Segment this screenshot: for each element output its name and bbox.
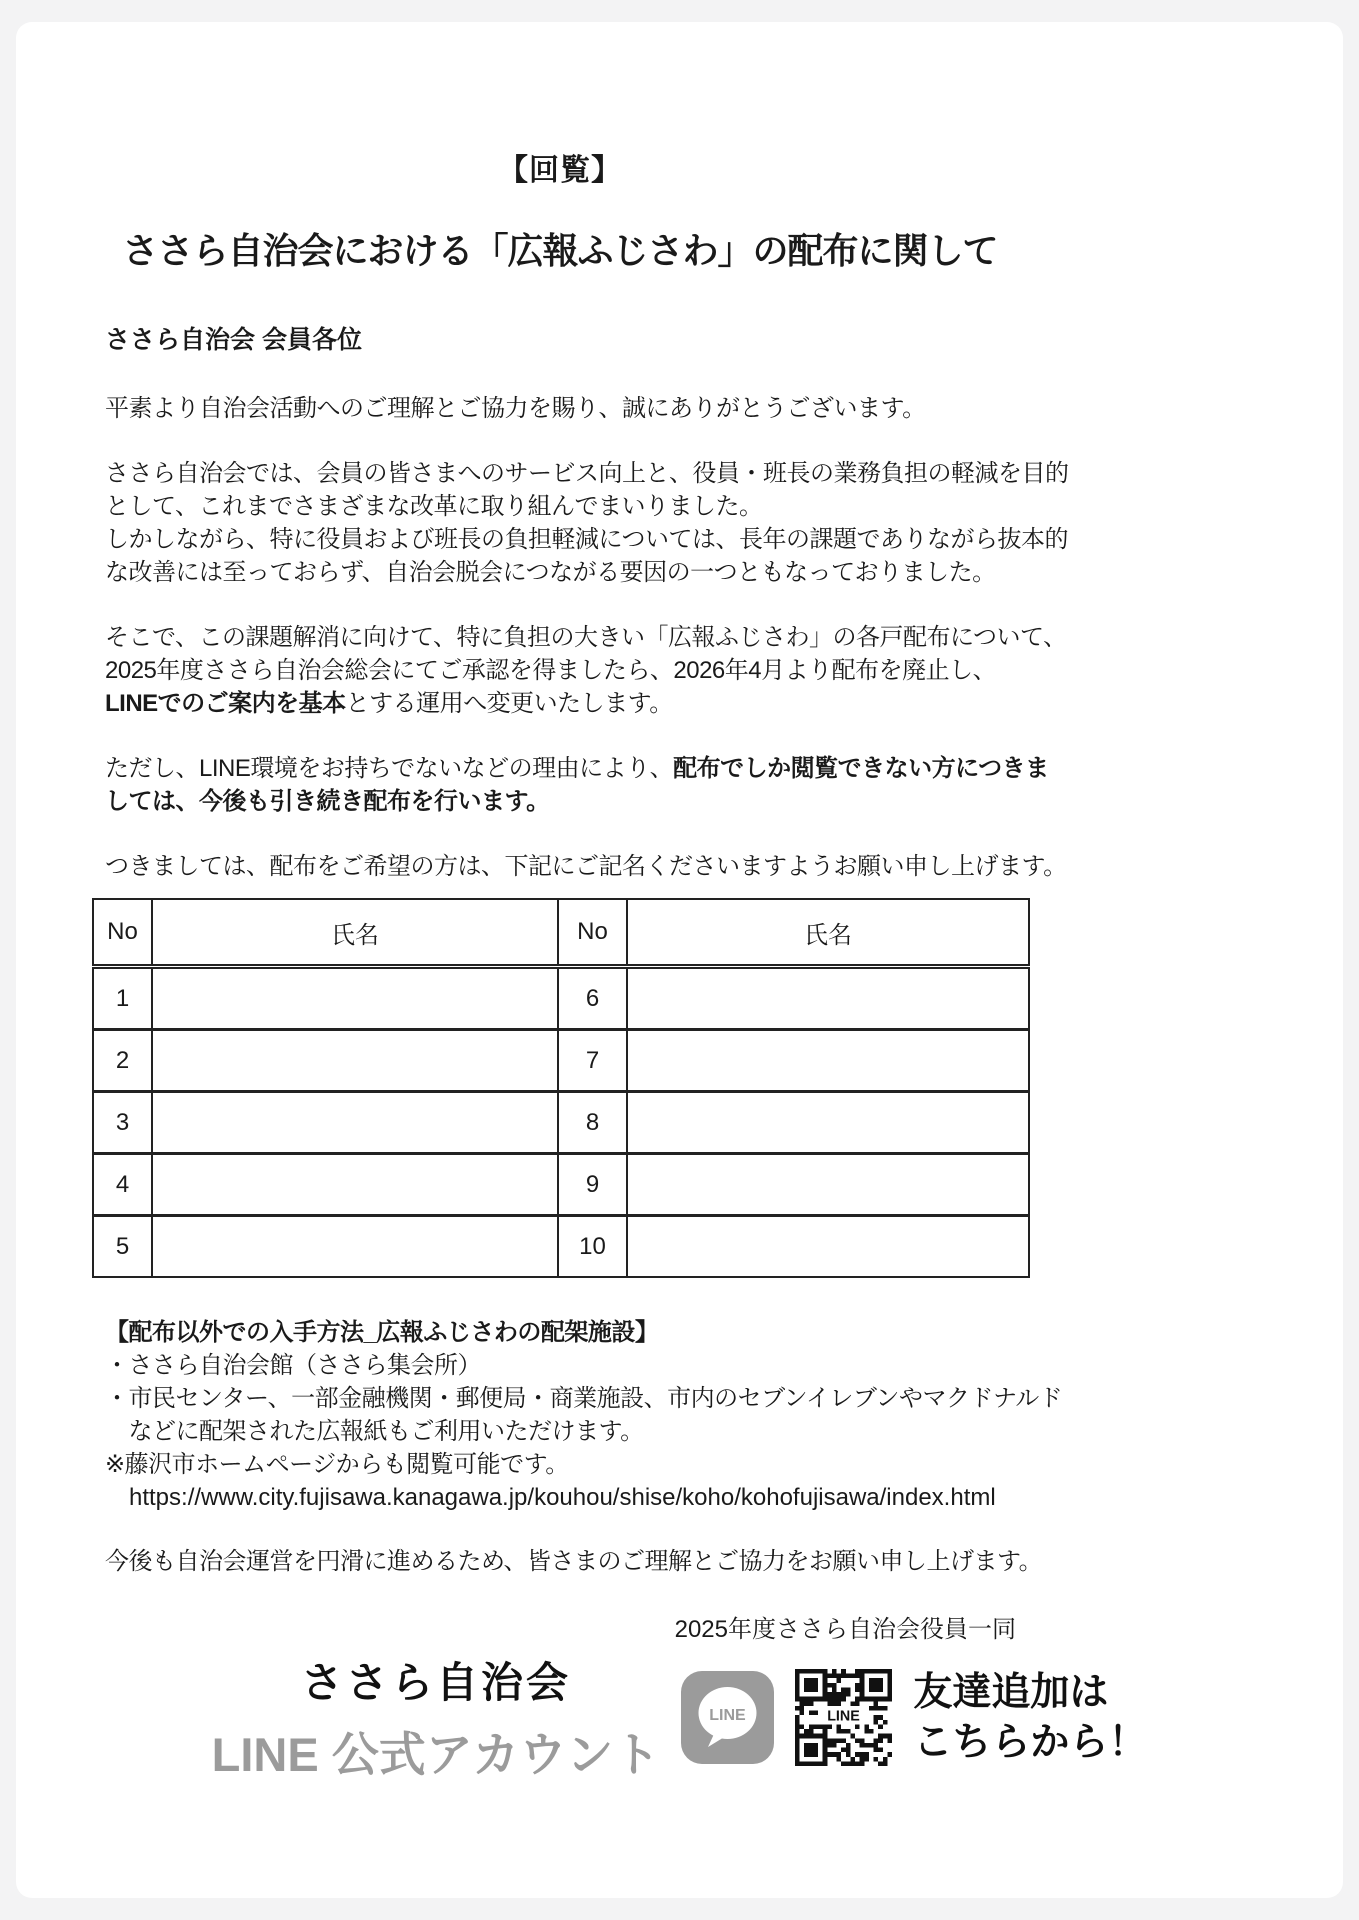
line-account-banner	[16, 1650, 1343, 1785]
line-official-account-label: LINE 公式アカウント	[211, 1728, 661, 1781]
row-number-cell: 1	[93, 967, 152, 1030]
table-header-cell: 氏名	[627, 899, 1029, 967]
line-account-logo-text	[212, 1650, 661, 1785]
pickup-info-item: ・ささら自治会館（ささら集会所）	[105, 1352, 481, 1379]
circular-tag: 【回覧】	[498, 154, 622, 187]
friend-add-cta	[913, 1668, 1147, 1768]
line-app-icon	[681, 1671, 774, 1764]
row-number-cell: 5	[93, 1216, 152, 1278]
name-entry-cell[interactable]	[627, 1030, 1029, 1092]
document-page	[16, 22, 1343, 1898]
name-entry-cell[interactable]	[152, 1216, 558, 1278]
association-name: ささら自治会	[300, 1659, 571, 1706]
row-number-cell: 6	[558, 967, 627, 1030]
page-title: ささら自治会における「広報ふじさわ」の配布に関して	[122, 230, 998, 271]
row-number-cell: 7	[558, 1030, 627, 1092]
signup-table	[92, 898, 1030, 1278]
name-entry-cell[interactable]	[152, 967, 558, 1030]
pickup-info-items	[105, 1349, 1063, 1481]
row-number-cell: 4	[93, 1154, 152, 1216]
signature: 2025年度ささら自治会役員一同	[674, 1616, 1016, 1643]
table-header-row	[93, 899, 1029, 967]
table-header-cell: No	[558, 899, 627, 967]
pickup-info-item: ※藤沢市ホームページからも閲覧可能です。	[105, 1451, 569, 1478]
name-entry-cell[interactable]	[627, 1092, 1029, 1154]
row-number-cell: 3	[93, 1092, 152, 1154]
body-paragraph: 平素より自治会活動へのご理解とご協力を賜り、誠にありがとうございます。	[105, 395, 926, 422]
body-paragraph: ただし、LINE環境をお持ちでないなどの理由により、配布でしか閲覧できない方につきま しては、今後も引き続き配布を行います。	[105, 755, 1049, 815]
closing-remark: 今後も自治会運営を円滑に進めるため、皆さまのご理解とご協力をお願い申し上げます。	[105, 1548, 1043, 1575]
name-entry-cell[interactable]	[152, 1092, 558, 1154]
row-number-cell: 8	[558, 1092, 627, 1154]
pickup-info-section	[105, 1316, 1063, 1514]
table-header-cell: 氏名	[152, 899, 558, 967]
body-paragraph: ささら自治会では、会員の皆さまへのサービス向上と、役員・班長の業務負担の軽減を目的 として、これまでさまざまな改革に取り組んでまいりました。 しかしながら、特に役員および班長の負担軽減については、長年の課題でありながら抜本的 な改善には至っておらず、自治会脱会につながる要因の一つともなっておりました。	[105, 460, 1069, 586]
table-header-cell: No	[93, 899, 152, 967]
svg-text:LINE: LINE	[827, 1708, 861, 1725]
table-row	[93, 1030, 1029, 1092]
svg-text:LINE: LINE	[709, 1707, 747, 1724]
qr-code	[795, 1669, 892, 1766]
name-entry-cell[interactable]	[627, 1216, 1029, 1278]
body-paragraph: つきましては、配布をご希望の方は、下記にご記名くださいますようお願い申し上げます。	[105, 853, 1067, 880]
pickup-info-item: などに配架された広報紙もご利用いただけます。	[105, 1418, 644, 1445]
table-row	[93, 1216, 1029, 1278]
row-number-cell: 10	[558, 1216, 627, 1278]
table-row	[93, 1092, 1029, 1154]
row-number-cell: 9	[558, 1154, 627, 1216]
fujisawa-city-url[interactable]: https://www.city.fujisawa.kanagawa.jp/kouhou/shise/koho/kohofujisawa/index.html	[129, 1484, 996, 1511]
name-entry-cell[interactable]	[152, 1030, 558, 1092]
friend-add-cta-line1: 友達追加は	[913, 1670, 1109, 1714]
table-row	[93, 967, 1029, 1030]
name-entry-cell[interactable]	[152, 1154, 558, 1216]
body-text	[105, 392, 1069, 883]
body-paragraph: そこで、この課題解消に向けて、特に負担の大きい「広報ふじさわ」の各戸配布について、 2025年度ささら自治会総会にてご承認を得ましたら、2026年4月より配布を廃止し、 LINEでのご案内を基本とする運用へ変更いたします。	[105, 624, 1067, 717]
table-row	[93, 1154, 1029, 1216]
name-entry-cell[interactable]	[627, 967, 1029, 1030]
friend-add-cta-line2: こちらから！	[913, 1720, 1148, 1764]
name-entry-cell[interactable]	[627, 1154, 1029, 1216]
document-content	[92, 22, 1069, 1644]
row-number-cell: 2	[93, 1030, 152, 1092]
pickup-info-heading: 【配布以外での入手方法_広報ふじさわの配架施設】	[105, 1319, 659, 1346]
addressee: ささら自治会 会員各位	[105, 326, 362, 354]
pickup-info-item: ・市民センター、一部金融機関・郵便局・商業施設、市内のセブンイレブンやマクドナルド	[105, 1385, 1063, 1412]
